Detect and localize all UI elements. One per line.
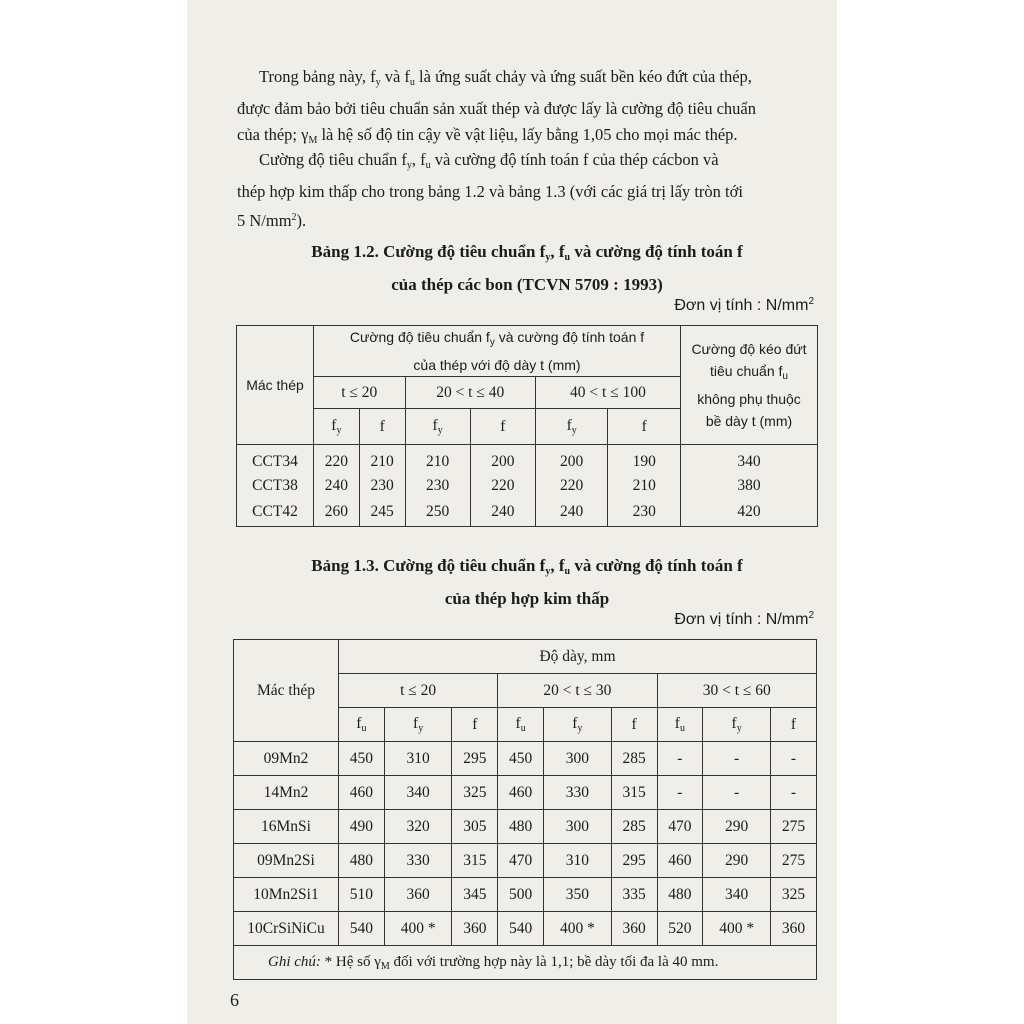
thickness-header: Độ dày, mm — [339, 640, 817, 674]
f-header: f — [608, 409, 681, 445]
table-note: Ghi chú: * Hệ số $\gamma_M$ đối với trường hợp này là 1,1; bề dày tối đa là 40 mm. — [234, 946, 817, 980]
table-1-3-caption: Bảng 1.3. Cường độ tiêu chuẩn $f_y$, $f_u$ và cường độ tính toán f của thép hợp kim thấp — [311, 556, 743, 608]
table-1-2-unit: Đơn vị tính : $N/mm^2$ — [674, 296, 814, 314]
fy-header: $f_y$ — [384, 708, 452, 742]
fu-header: $f_u$ — [657, 708, 703, 742]
f-header: f — [359, 409, 405, 445]
col-grade-header: Mác thép — [234, 640, 339, 742]
range-header: t ≤ 20 — [339, 674, 498, 708]
intro-paragraph-2: Cường độ tiêu chuẩn $f_y$, $f_u$ và cường độ tính toán f của thép cácbon và thép hợp kim thấp cho trong bảng 1.2 và bảng 1.3 (với các giá trị lấy tròn tới 5 $N/mm^2$). — [237, 150, 743, 230]
fy-header: $f_y$ — [544, 708, 612, 742]
fy-header: $f_y$ — [314, 409, 360, 445]
table-1-3 — [233, 639, 817, 980]
range-header: 20 < t ≤ 40 — [405, 377, 535, 409]
table-1-2 — [236, 325, 818, 527]
range-header: 20 < t ≤ 30 — [498, 674, 657, 708]
table-row: 16MnSi 490 320 305 480 300 285 470 290 275 — [234, 810, 817, 844]
range-header: 40 < t ≤ 100 — [535, 377, 680, 409]
fu-header: $f_u$ — [339, 708, 385, 742]
intro-paragraph-1: Trong bảng này, $f_y$ và $f_u$ là ứng suất chảy và ứng suất bền kéo đứt của thép, được đảm bảo bởi tiêu chuẩn sản xuất thép và được lấy là cường độ tiêu chuẩn của thép; $\gamma_M$ là hệ số độ tin cậy về vật liệu, lấy bằng 1,05 cho mọi mác thép. — [237, 67, 756, 146]
range-header: t ≤ 20 — [314, 377, 406, 409]
f-header: f — [452, 708, 498, 742]
f-header: f — [611, 708, 657, 742]
fy-header: $f_y$ — [535, 409, 608, 445]
table-row: 10Mn2Si1 510 360 345 500 350 335 480 340 325 — [234, 878, 817, 912]
range-header: 30 < t ≤ 60 — [657, 674, 817, 708]
col-grade-header: Mác thép — [237, 326, 314, 445]
fy-header: $f_y$ — [405, 409, 470, 445]
group-header: Cường độ tiêu chuẩn $f_y$ và cường độ tính toán f của thép với độ dày t (mm) — [314, 326, 681, 377]
tensile-header: Cường độ kéo đứt tiêu chuẩn $f_u$ không phụ thuộc bề dày t (mm) — [681, 326, 818, 445]
fy-header: $f_y$ — [703, 708, 771, 742]
table-row: CCT34 220 210 210 200 200 190 340 — [237, 445, 818, 473]
table-row: 14Mn2 460 340 325 460 330 315 - - - — [234, 776, 817, 810]
table-1-2-caption: Bảng 1.2. Cường độ tiêu chuẩn $f_y$, $f_u$ và cường độ tính toán f của thép các bon (TCVN 5709 : 1993) — [311, 242, 743, 294]
f-header: f — [470, 409, 535, 445]
table-row: CCT38 240 230 230 220 220 210 380 — [237, 473, 818, 499]
table-1-3-unit: Đơn vị tính : $N/mm^2$ — [674, 610, 814, 628]
table-row: CCT42 260 245 250 240 240 230 420 — [237, 499, 818, 527]
page-number: 6 — [230, 990, 239, 1010]
table-row: 09Mn2 450 310 295 450 300 285 - - - — [234, 742, 817, 776]
fu-header: $f_u$ — [498, 708, 544, 742]
f-header: f — [770, 708, 816, 742]
table-row: 09Mn2Si 480 330 315 470 310 295 460 290 275 — [234, 844, 817, 878]
table-row: 10CrSiNiCu 540 400 * 360 540 400 * 360 520 400 * 360 — [234, 912, 817, 946]
